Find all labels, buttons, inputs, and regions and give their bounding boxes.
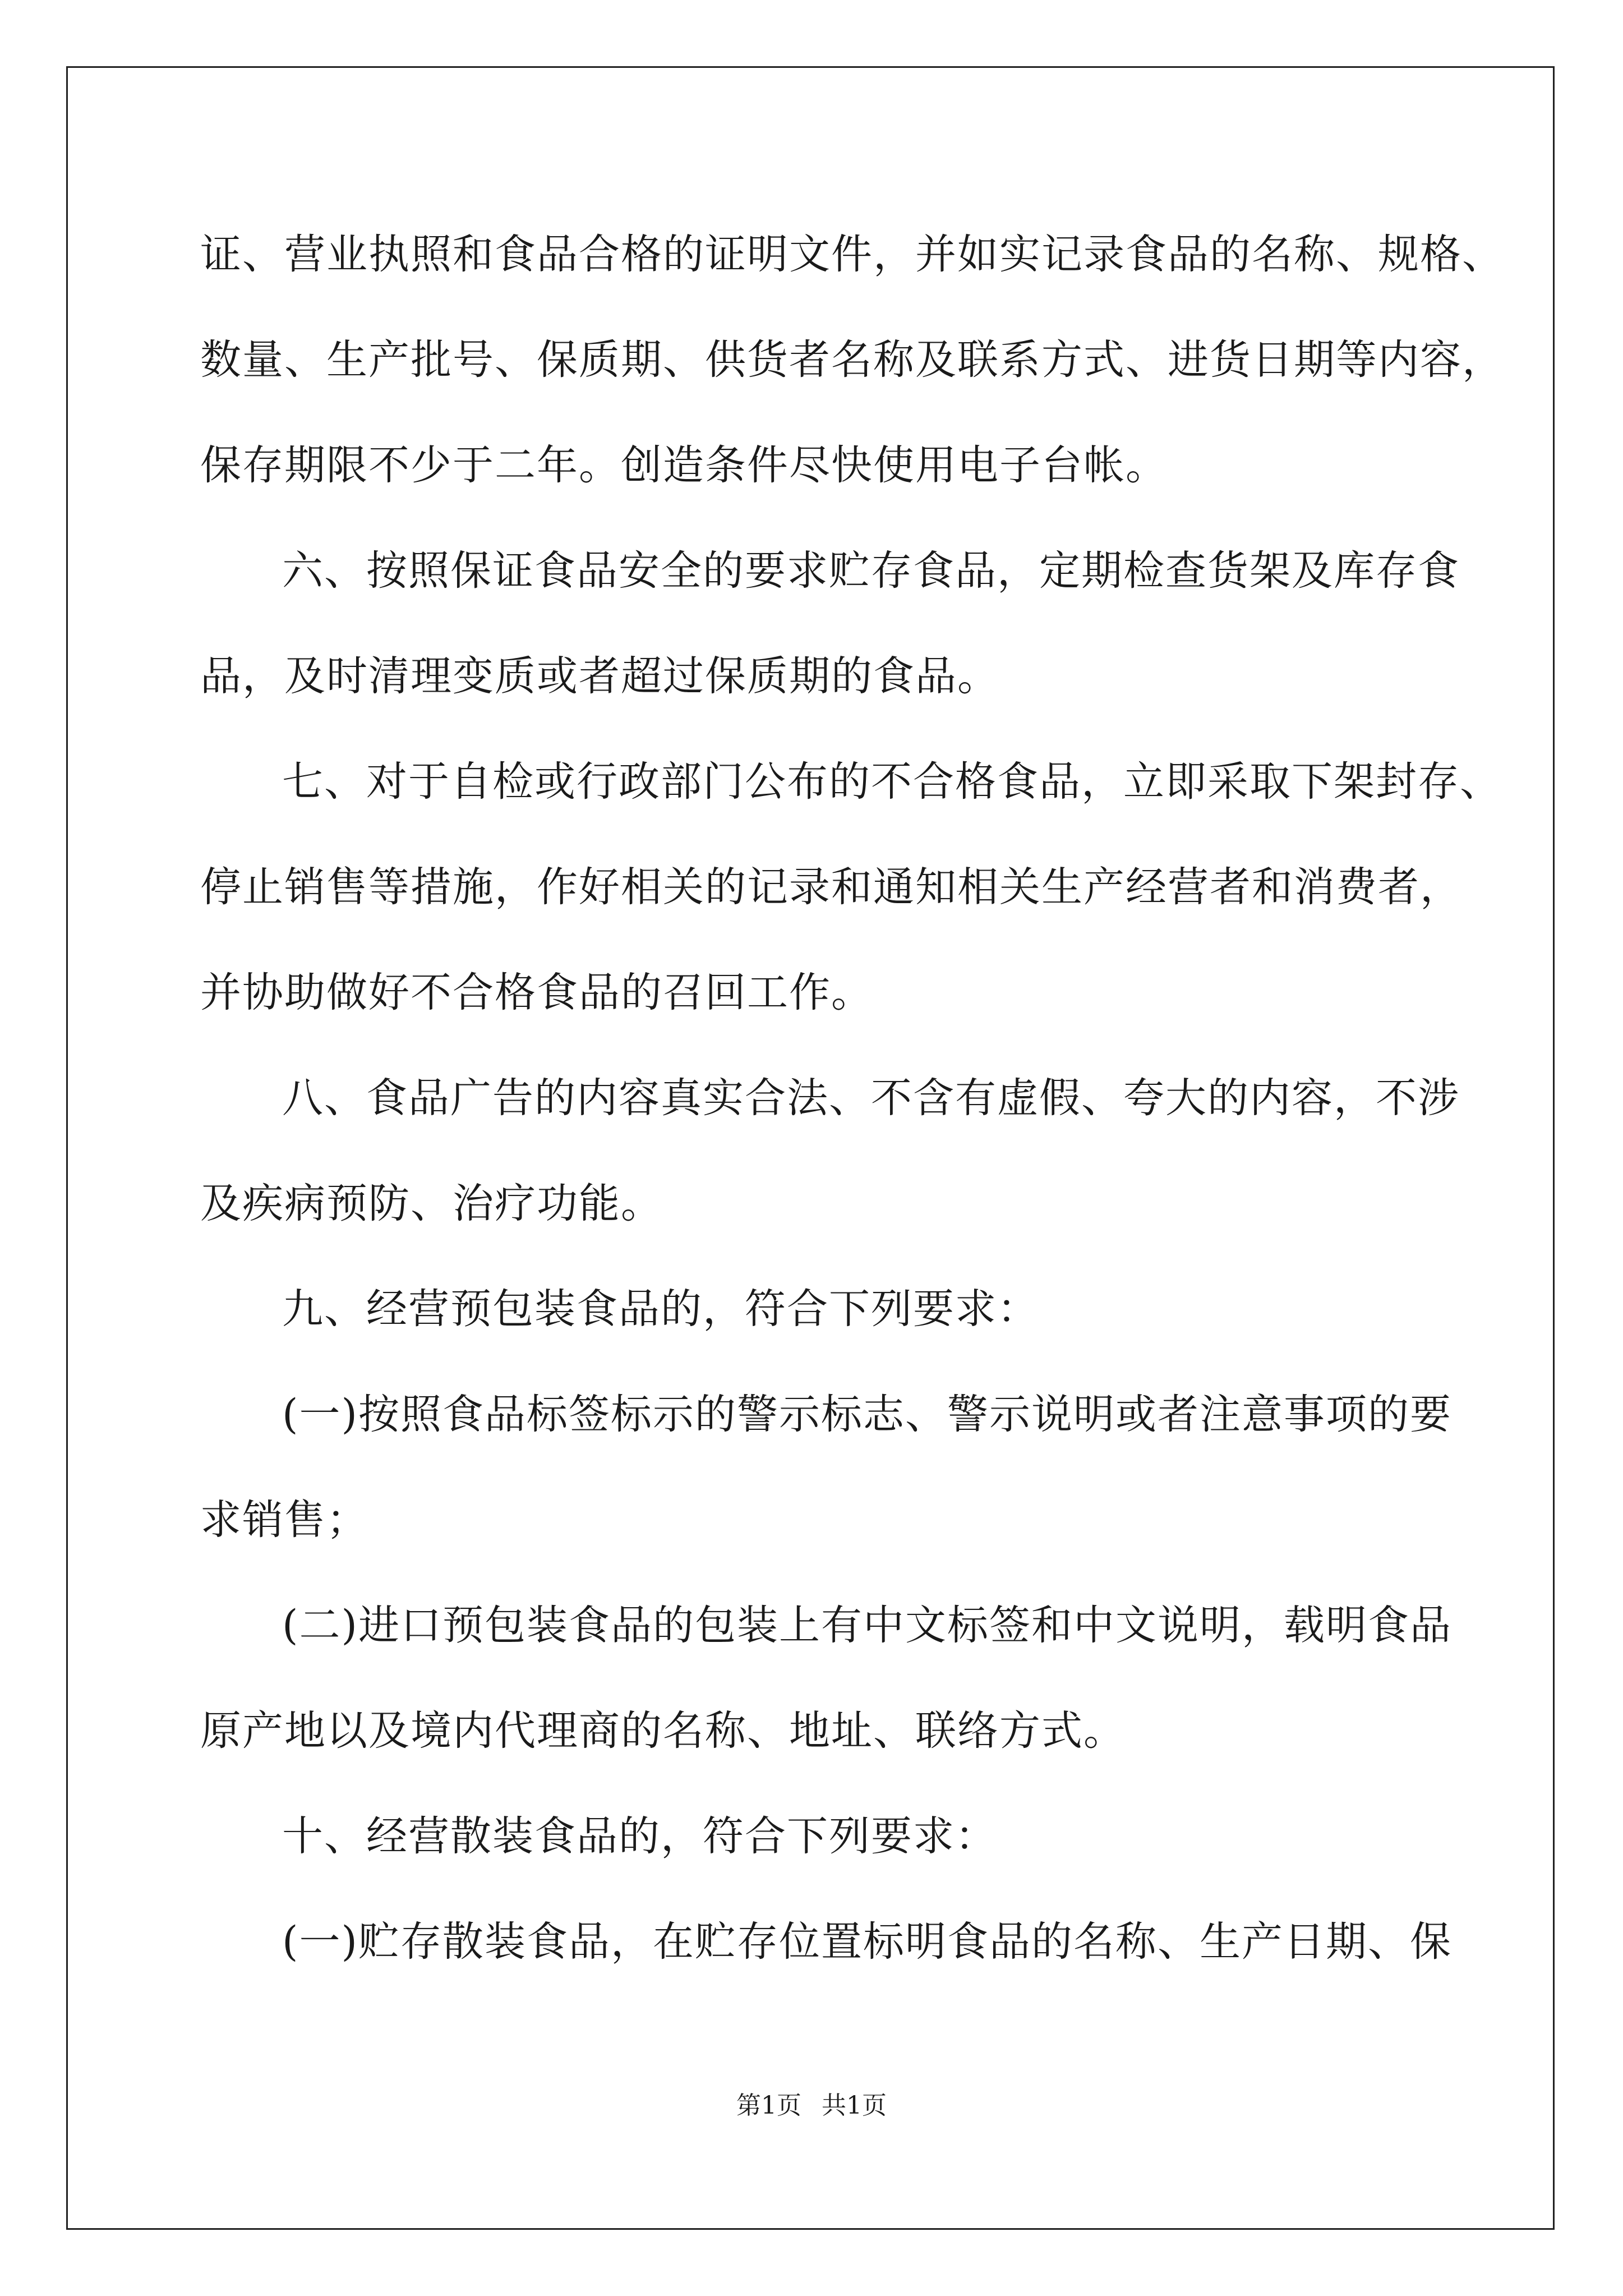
text-line: 九、经营预包装食品的，符合下列要求： <box>282 1285 1039 1333</box>
text-line: 八、食品广告的内容真实合法、不含有虚假、夸大的内容，不涉 <box>282 1074 1460 1122</box>
text-line: 及疾病预防、治疗功能。 <box>200 1180 663 1227</box>
document-body <box>200 202 1504 1995</box>
text-line: 品，及时清理变质或者超过保质期的食品。 <box>200 652 999 700</box>
text-line: 证、营业执照和食品合格的证明文件，并如实记录食品的名称、规格、 <box>200 231 1504 278</box>
text-line: 保存期限不少于二年。创造条件尽快使用电子台帐。 <box>200 441 1168 489</box>
page-total: 共1页 <box>822 2091 887 2120</box>
text-line: 并协助做好不合格食品的召回工作。 <box>200 969 873 1016</box>
text-line: 七、对于自检或行政部门公布的不合格食品，立即采取下架封存、 <box>282 758 1502 806</box>
text-line: (二)进口预包装食品的包装上有中文标签和中文说明，载明食品 <box>282 1602 1452 1649</box>
text-line: 停止销售等措施，作好相关的记录和通知相关生产经营者和消费者， <box>200 863 1462 911</box>
text-line: (一)按照食品标签标示的警示标志、警示说明或者注意事项的要 <box>282 1391 1452 1438</box>
page-footer <box>0 2089 1623 2123</box>
text-line: 原产地以及境内代理商的名称、地址、联络方式。 <box>200 1707 1126 1755</box>
text-line: (一)贮存散装食品，在贮存位置标明食品的名称、生产日期、保 <box>282 1918 1452 1966</box>
page-number: 第1页 <box>736 2091 801 2120</box>
text-line: 求销售； <box>200 1496 368 1544</box>
text-line: 数量、生产批号、保质期、供货者名称及联系方式、进货日期等内容， <box>200 336 1504 384</box>
text-line: 十、经营散装食品的，符合下列要求： <box>282 1812 997 1860</box>
text-line: 六、按照保证食品安全的要求贮存食品，定期检查货架及库存食 <box>282 547 1460 595</box>
